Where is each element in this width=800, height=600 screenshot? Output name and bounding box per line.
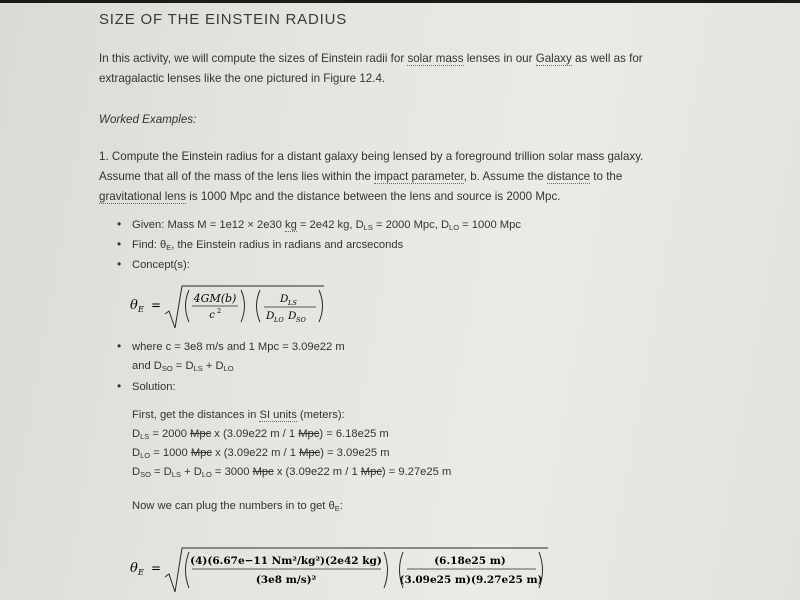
subscript: LO — [449, 223, 460, 232]
solution-text: x (3.09e22 m / 1 — [212, 447, 300, 459]
subscript: LS — [193, 364, 203, 373]
bullet-icon: • — [117, 379, 122, 393]
subscript: LO — [223, 364, 234, 373]
eq1-num2: D — [280, 293, 289, 305]
solution-text: ) = 6.18e25 m — [319, 428, 389, 440]
intro-paragraph — [99, 49, 659, 89]
intro-line-1 — [99, 49, 659, 69]
eq1-paren — [319, 290, 323, 322]
eq2-den2: (3.09e25 m)(9.27e25 m) — [399, 574, 543, 586]
eq1-den2-sub-b: SO — [296, 316, 306, 324]
cancelled-unit: Mpc — [298, 428, 320, 440]
eq2-num1: (4)(6.67e−11 Nm²/kg²)(2e42 kg) — [190, 555, 382, 567]
bullet-text: = 2000 Mpc, D — [372, 219, 450, 231]
eq2-lhs: θ — [130, 561, 138, 576]
subscript: E — [334, 504, 340, 513]
solution-first-line — [132, 406, 451, 425]
solar-mass-link[interactable]: solar mass — [407, 52, 464, 65]
eq1-den2-sub-a: LO — [274, 316, 284, 324]
eq1-lhs-sub: E — [138, 305, 144, 314]
solution-text: x (3.09e22 m / 1 — [273, 466, 361, 478]
subscript: SO — [161, 364, 173, 373]
plug-numbers-line — [132, 500, 343, 513]
where-solution-bullets — [117, 336, 345, 396]
example-1-line-1: 1. Compute the Einstein radius for a distant galaxy being lensed by a foreground trillion solar mass galaxy. — [99, 150, 644, 163]
kg-link[interactable]: kg — [284, 219, 297, 231]
page-title: SIZE OF THE EINSTEIN RADIUS — [99, 11, 348, 28]
einstein-radius-formula — [130, 282, 340, 332]
solution-text: = 3000 — [211, 466, 253, 478]
solution-text: D — [132, 466, 141, 478]
where-bullet — [117, 336, 345, 356]
cancelled-unit: Mpc — [190, 428, 212, 440]
cancelled-unit: Mpc — [360, 466, 382, 478]
subscript: LS — [140, 432, 150, 441]
eq1-paren — [186, 290, 190, 322]
dso-line — [132, 463, 451, 482]
eq1-num1: 4GM(b) — [193, 292, 237, 305]
eq1-den2-a: D — [266, 310, 275, 322]
solution-text: ) = 9.27e25 m — [381, 466, 452, 478]
bullet-text: = 1000 Mpc — [459, 219, 521, 231]
eq2-num2: (6.18e25 m) — [434, 555, 506, 567]
eq1-num2-sub: LS — [288, 299, 297, 307]
dso-definition — [117, 356, 345, 376]
bullet-icon: • — [117, 257, 122, 271]
subscript: LO — [140, 451, 151, 460]
solution-bullet — [117, 376, 345, 396]
bullet-text: Solution: — [132, 381, 176, 393]
eq2-lhs-sub: E — [138, 568, 144, 577]
eq1-den2-b: D — [288, 310, 297, 322]
solution-text: (meters): — [296, 409, 345, 421]
numeric-substitution-formula — [130, 544, 560, 596]
bullet-text: Find: θ — [132, 239, 167, 251]
intro-text: as well as for — [571, 52, 643, 65]
bullet-text: = D — [172, 360, 194, 372]
solution-text: = 2000 — [149, 428, 191, 440]
example-text: , b. Assume the — [463, 170, 547, 183]
subscript: LS — [171, 470, 181, 479]
example-1-paragraph — [99, 147, 659, 207]
distance-link[interactable]: distance — [546, 170, 591, 183]
cancelled-unit: Mpc — [252, 466, 274, 478]
find-bullet — [117, 234, 521, 254]
eq1-den1-sup: 2 — [217, 307, 222, 315]
bullet-text: + D — [202, 360, 224, 372]
bullet-icon: • — [117, 217, 122, 231]
intro-text: In this activity, we will compute the sizes of Einstein radii for — [99, 52, 408, 65]
solution-text: = D — [150, 466, 172, 478]
worked-examples-label: Worked Examples: — [99, 113, 197, 126]
eq1-paren — [257, 290, 261, 322]
dlo-line — [132, 444, 451, 463]
given-bullet — [117, 214, 521, 234]
eq2-den1: (3e8 m/s)² — [255, 574, 317, 586]
eq1-paren — [241, 290, 245, 322]
bullet-text: where c = 3e8 m/s and 1 Mpc = 3.09e22 m — [132, 341, 345, 353]
subscript: SO — [140, 470, 151, 479]
plug-text: : — [339, 500, 343, 512]
given-find-bullets — [117, 214, 521, 274]
eq1-den1: c — [209, 310, 215, 321]
impact-parameter-link[interactable]: impact parameter — [374, 170, 464, 183]
gravitational-lens-link[interactable]: gravitational lens — [99, 190, 187, 203]
example-text: Assume that all of the mass of the lens lies within the — [99, 170, 375, 183]
bullet-text: Given: Mass M = 1e12 × 2e30 — [132, 219, 285, 231]
eq2-paren — [384, 552, 388, 588]
solution-block — [132, 406, 451, 482]
subscript: LO — [201, 470, 212, 479]
solution-text: First, get the distances in — [132, 409, 260, 421]
example-text: to the — [590, 170, 623, 183]
bullet-icon: • — [117, 237, 122, 251]
solution-text: ) = 3.09e25 m — [320, 447, 390, 459]
solution-text: = 1000 — [150, 447, 191, 459]
dls-line — [132, 425, 451, 444]
solution-text: D — [132, 428, 141, 440]
example-1-line-3 — [99, 187, 659, 207]
concepts-bullet — [117, 254, 521, 274]
cancelled-unit: Mpc — [299, 447, 321, 459]
bullet-text: and D — [132, 360, 162, 372]
intro-text: lenses in our — [463, 52, 536, 65]
eq2-paren — [186, 552, 190, 588]
subscript: E — [166, 243, 172, 252]
eq1-lhs: θ — [130, 298, 138, 313]
subscript: LS — [363, 223, 373, 232]
intro-line-2: extragalactic lenses like the one pictured in Figure 12.4. — [99, 72, 386, 85]
galaxy-link[interactable]: Galaxy — [535, 52, 572, 65]
eq1-equals: = — [151, 298, 162, 312]
bullet-text: , the Einstein radius in radians and arcseconds — [171, 239, 404, 251]
eq2-equals: = — [151, 561, 162, 575]
example-text: is 1000 Mpc and the distance between the lens and source is 2000 Mpc. — [186, 190, 561, 203]
solution-text: + D — [180, 466, 202, 478]
bullet-icon: • — [117, 339, 122, 353]
solution-text: x (3.09e22 m / 1 — [211, 428, 299, 440]
plug-text: Now we can plug the numbers in to get θ — [132, 500, 335, 512]
example-1-line-2 — [99, 167, 659, 187]
si-units-link[interactable]: SI units — [259, 409, 297, 421]
cancelled-unit: Mpc — [190, 447, 212, 459]
bullet-text: Concept(s): — [132, 259, 190, 271]
solution-text: D — [132, 447, 141, 459]
bullet-text: = 2e42 kg, D — [296, 219, 364, 231]
